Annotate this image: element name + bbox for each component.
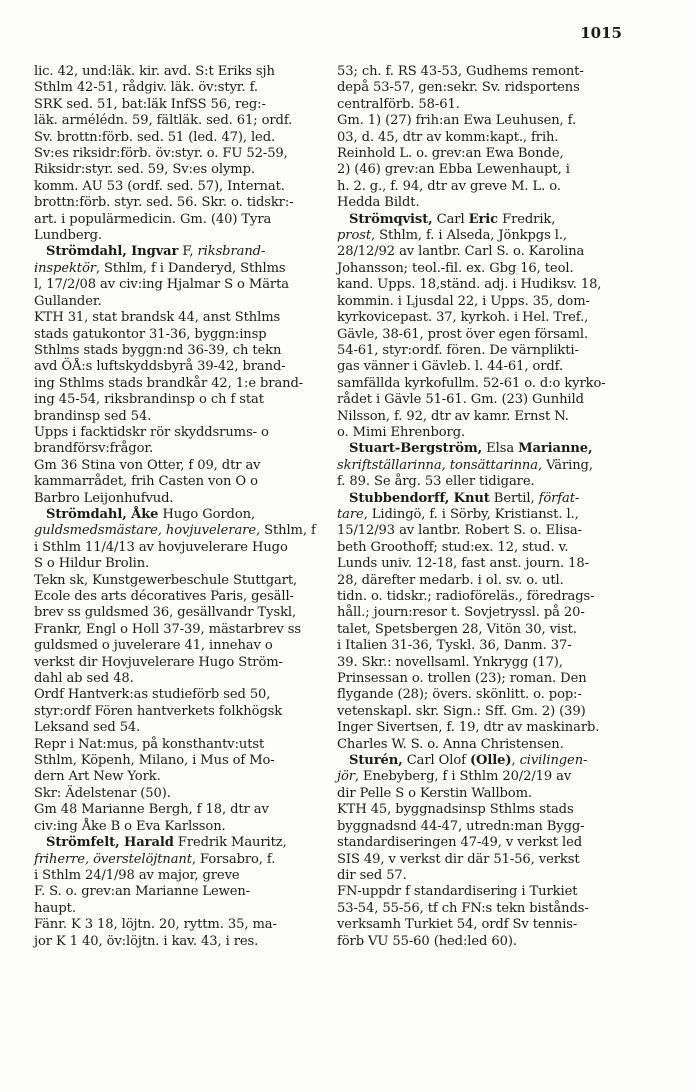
text-line: styr:ordf Fören hantverkets folkhögsk [34, 703, 283, 719]
entry-heading-line [337, 753, 653, 769]
text-line: centralförb. 58-61. [337, 96, 460, 112]
text-line: o. Mimi Ehrenborg. [337, 424, 466, 440]
text-line: Charles W. S. o. Anna Christensen. [337, 736, 564, 752]
text-line [34, 261, 346, 277]
text-line: Sthlm, Köpenh, Milano, i Mus of Mo- [34, 753, 275, 769]
entry-occupation: inspektör [34, 260, 96, 276]
text-line: läk. armélédn. 59, fältläk. sed. 61; ordf. [34, 113, 293, 129]
text-line: Sthlm 42-51, rådgiv. läk. öv:styr. f. [34, 80, 258, 96]
text-line [34, 523, 346, 539]
text-line: jor K 1 40, öv:löjtn. i kav. 43, i res. [34, 933, 259, 949]
text-line: kommin. i Ljusdal 22, i Upps. 35, dom- [337, 293, 590, 309]
text-line: Upps i facktidskr rör skyddsrums- o [34, 424, 269, 440]
text-line: F. S. o. grev:an Marianne Lewen- [34, 884, 251, 900]
text-line: 15/12/93 av lantbr. Robert S. o. Elisa- [337, 523, 582, 539]
entry-text: , Sthlm, f. i Alseda, Jönkpgs l., [371, 228, 567, 244]
text-line: 28/12/92 av lantbr. Carl S. o. Karolina [337, 244, 585, 260]
entry-text: , Väring, [537, 457, 593, 473]
entry-heading-line [34, 507, 346, 523]
text-line: Ecole des arts décoratives Paris, gesäll- [34, 589, 294, 604]
text-line: dir Pelle S o Kerstin Wallbom. [337, 785, 532, 801]
text-line: avd ÖÅ:s luftskyddsbyrå 39-42, brand- [34, 359, 286, 375]
text-line: haupt. [34, 900, 76, 916]
text-line: FN-uppdr f standardisering i Turkiet [337, 884, 578, 900]
text-line: Tekn sk, Kunstgewerbeschule Stuttgart, [34, 572, 298, 588]
entry-text: Bertil, [489, 490, 539, 506]
entry-occupation: civilingen- [519, 753, 588, 769]
text-line: 53-54, 55-56, tf ch FN:s tekn bistånds- [337, 900, 589, 916]
text-line: Gm. 1) (27) frih:an Ewa Leuhusen, f. [337, 113, 577, 129]
text-line: Gm 36 Stina von Otter, f 09, dtr av [34, 457, 261, 473]
text-line: brev ss guldsmed 36, gesällvandr Tyskl, [34, 605, 297, 621]
right-column [337, 64, 653, 950]
text-line: rådet i Gävle 51-61. Gm. (23) Gunhild [337, 392, 584, 408]
text-line: Inger Sivertsen, f. 19, dtr av maskinarb. [337, 720, 600, 736]
text-line: l, 17/2/08 av civ:ing Hjalmar S o Märta [34, 277, 289, 293]
text-line: gas vänner i Gävleb. l. 44-61, ordf. [337, 359, 564, 375]
text-line: SRK sed. 51, bat:läk InfSS 56, reg:- [34, 96, 266, 112]
entry-heading-line [34, 835, 346, 851]
text-line: Gävle, 38-61, prost över egen församl. [337, 326, 589, 342]
text-line: 03, d. 45, dtr av komm:kapt., frih. [337, 129, 559, 145]
text-line: 39. Skr.: novellsaml. Ynkrygg (17), [337, 654, 563, 670]
entry-occupation: guldsmedsmästare, hovjuvelerare [34, 523, 256, 539]
text-line: brottn:förb. styr. sed. 56. Skr. o. tidskr:- [34, 195, 294, 211]
entry-occupation: jör [337, 769, 355, 785]
text-line [337, 458, 653, 474]
entry-text: F, [178, 244, 198, 260]
entry-heading-line [337, 212, 653, 228]
text-line: Reinhold L. o. grev:an Ewa Bonde, [337, 146, 564, 162]
left-column [34, 64, 346, 950]
text-line: 54-61, styr:ordf. fören. De värnplikti- [337, 342, 579, 358]
text-line: Gullander. [34, 293, 102, 309]
entry-surname: Strömdahl, Åke [46, 506, 159, 522]
text-line: Barbro Leijonhufvud. [34, 490, 174, 506]
entry-text: Elsa [482, 441, 519, 457]
text-line [337, 769, 653, 785]
entry-text: Fredrik Mauritz, [173, 835, 287, 851]
text-line: verksamh Turkiet 54, ordf Sv tennis- [337, 917, 578, 933]
text-line: Sthlms stads byggn:nd 36-39, ch tekn [34, 342, 282, 358]
text-line: guldsmed o juvelerare 41, innehav o [34, 638, 273, 654]
text-line: förb VU 55-60 (hed:led 60). [337, 933, 517, 949]
text-line: Leksand sed 54. [34, 720, 141, 736]
text-line: Johansson; teol.-fil. ex. Gbg 16, teol. [337, 260, 574, 276]
entry-name-emphasis: Eric [468, 211, 499, 227]
text-line: i Sthlm 24/1/98 av major, greve [34, 867, 240, 883]
text-line: dahl ab sed 48. [34, 671, 134, 687]
entry-name-emphasis: Marianne, [518, 441, 593, 457]
text-line: KTH 31, stat brandsk 44, anst Sthlms [34, 310, 281, 326]
text-line: komm. AU 53 (ordf. sed. 57), Internat. [34, 178, 285, 194]
text-line [337, 228, 653, 244]
text-line: civ:ing Åke B o Eva Karlsson. [34, 818, 226, 834]
entry-occupation: prost [337, 228, 372, 244]
text-line: Lunds univ. 12-18, fast anst. journ. 18- [337, 556, 589, 572]
entry-text: , Enebyberg, f i Sthlm 20/2/19 av [354, 769, 572, 785]
text-line: talet, Spetsbergen 28, Vitön 30, vist. [337, 621, 577, 637]
text-line: 28, därefter medarb. i ol. sv. o. utl. [337, 572, 564, 588]
text-line: vetenskapl. skr. Sign.: Sff. Gm. 2) (39) [337, 703, 586, 719]
text-line: dir sed 57. [337, 867, 407, 883]
entry-heading-line [337, 491, 653, 507]
entry-text: , [511, 753, 520, 769]
text-line: brandförsv:frågor. [34, 441, 154, 457]
text-line: byggnadsnd 44-47, utredn:man Bygg- [337, 818, 585, 834]
text-line: Prinsessan o. trollen (23); roman. Den [337, 671, 587, 687]
entry-text: Carl Olof [402, 753, 470, 769]
text-line: flygande (28); övers. skönlitt. o. pop:- [337, 687, 582, 703]
entry-text: , Forsabro, f. [191, 851, 276, 867]
text-line: ing Sthlms stads brandkår 42, 1:e brand- [34, 375, 304, 391]
text-line: samfällda kyrkofullm. 52-61 o. d:o kyrko- [337, 375, 606, 391]
entry-surname: Strömfelt, Harald [46, 835, 174, 851]
text-line: i Italien 31-36, Tyskl. 36, Danm. 37- [337, 638, 572, 654]
text-line: Sv. brottn:förb. sed. 51 (led. 47), led. [34, 129, 276, 145]
text-line: depå 53-57, gen:sekr. Sv. ridsportens [337, 80, 580, 96]
text-line: Gm 48 Marianne Bergh, f 18, dtr av [34, 802, 269, 818]
text-line: 2) (46) grev:an Ebba Lewenhaupt, i [337, 162, 570, 178]
text-line: Sv:es riksidr:förb. öv:styr. o. FU 52-59, [34, 146, 288, 162]
entry-surname: Strömdahl, Ingvar [46, 244, 179, 260]
text-line: brandinsp sed 54. [34, 408, 152, 424]
text-line: S o Hildur Brolin. [34, 556, 150, 572]
entry-surname: Strömqvist, [349, 211, 433, 227]
text-line [337, 507, 653, 523]
text-line: h. 2. g., f. 94, dtr av greve M. L. o. [337, 178, 561, 194]
entry-occupation: friherre, överstelöjtnant [34, 851, 192, 867]
entry-name-emphasis: (Olle) [469, 753, 512, 769]
text-line: Repr i Nat:mus, på konsthantv:utst [34, 736, 265, 752]
entry-heading-line [337, 441, 653, 457]
text-line: Nilsson, f. 92, dtr av kamr. Ernst N. [337, 408, 569, 424]
entry-occupation: tare [337, 506, 364, 522]
text-line: Hedda Bildt. [337, 195, 420, 211]
text-line: kammarrådet, frih Casten von O o [34, 474, 258, 490]
entry-text: , Sthlm, f i Danderyd, Sthlms [95, 260, 286, 276]
page-number: 1015 [580, 24, 622, 42]
text-line: standardiseringen 47-49, v verkst led [337, 835, 583, 851]
text-line: beth Groothoff; stud:ex. 12, stud. v. [337, 539, 569, 555]
entry-text: , Lidingö, f. i Sörby, Kristianst. l., [363, 506, 579, 522]
text-line: Lundberg. [34, 228, 102, 244]
text-line: tidn. o. tidskr.; radioföreläs., föredrags- [337, 589, 595, 604]
entry-text: Hugo Gordon, [158, 506, 256, 522]
entry-occupation: riksbrand- [197, 244, 266, 260]
text-line: lic. 42, und:läk. kir. avd. S:t Eriks sjh [34, 64, 275, 79]
text-line: 53; ch. f. RS 43-53, Gudhems remont- [337, 64, 584, 79]
text-line: i Sthlm 11/4/13 av hovjuvelerare Hugo [34, 539, 288, 555]
entry-text: , Sthlm, f [255, 523, 316, 539]
entry-text: Fredrik, [498, 211, 556, 227]
text-line: Riksidr:styr. sed. 59, Sv:es olymp. [34, 162, 255, 178]
text-line: håll.; journ:resor t. Sovjetryssl. på 20- [337, 605, 585, 621]
text-line: verkst dir Hovjuvelerare Hugo Ström- [34, 654, 283, 670]
text-line: stads gatukontor 31-36, byggn:insp [34, 326, 267, 342]
text-line: art. i populärmedicin. Gm. (40) Tyra [34, 211, 272, 227]
text-line: Frankr, Engl o Holl 37-39, mästarbrev ss [34, 621, 301, 637]
text-line: KTH 45, byggnadsinsp Sthlms stads [337, 802, 574, 818]
text-line: Skr: Ädelstenar (50). [34, 785, 171, 801]
text-line: f. 89. Se årg. 53 eller tidigare. [337, 474, 535, 490]
entry-occupation: skriftställarinna, tonsättarinna [337, 457, 538, 473]
entry-surname: Sturén, [349, 753, 403, 769]
entry-surname: Stubbendorff, Knut [349, 490, 490, 506]
entry-occupation: förfat- [538, 490, 580, 506]
text-line: SIS 49, v verkst dir där 51-56, verkst [337, 851, 580, 867]
text-line: dern Art New York. [34, 769, 161, 785]
entry-heading-line [34, 244, 346, 260]
text-line: Ordf Hantverk:as studieförb sed 50, [34, 687, 271, 703]
text-line: kyrkovicepast. 37, kyrkoh. i Hel. Tref., [337, 310, 589, 326]
text-line: kand. Upps. 18,ständ. adj. i Hudiksv. 18, [337, 277, 602, 293]
entry-text: Carl [432, 211, 469, 227]
text-line: Fänr. K 3 18, löjtn. 20, ryttm. 35, ma- [34, 917, 277, 933]
entry-surname: Stuart-Bergström, [349, 441, 483, 457]
text-line: ing 45-54, riksbrandinsp o ch f stat [34, 392, 264, 408]
text-line [34, 852, 346, 868]
